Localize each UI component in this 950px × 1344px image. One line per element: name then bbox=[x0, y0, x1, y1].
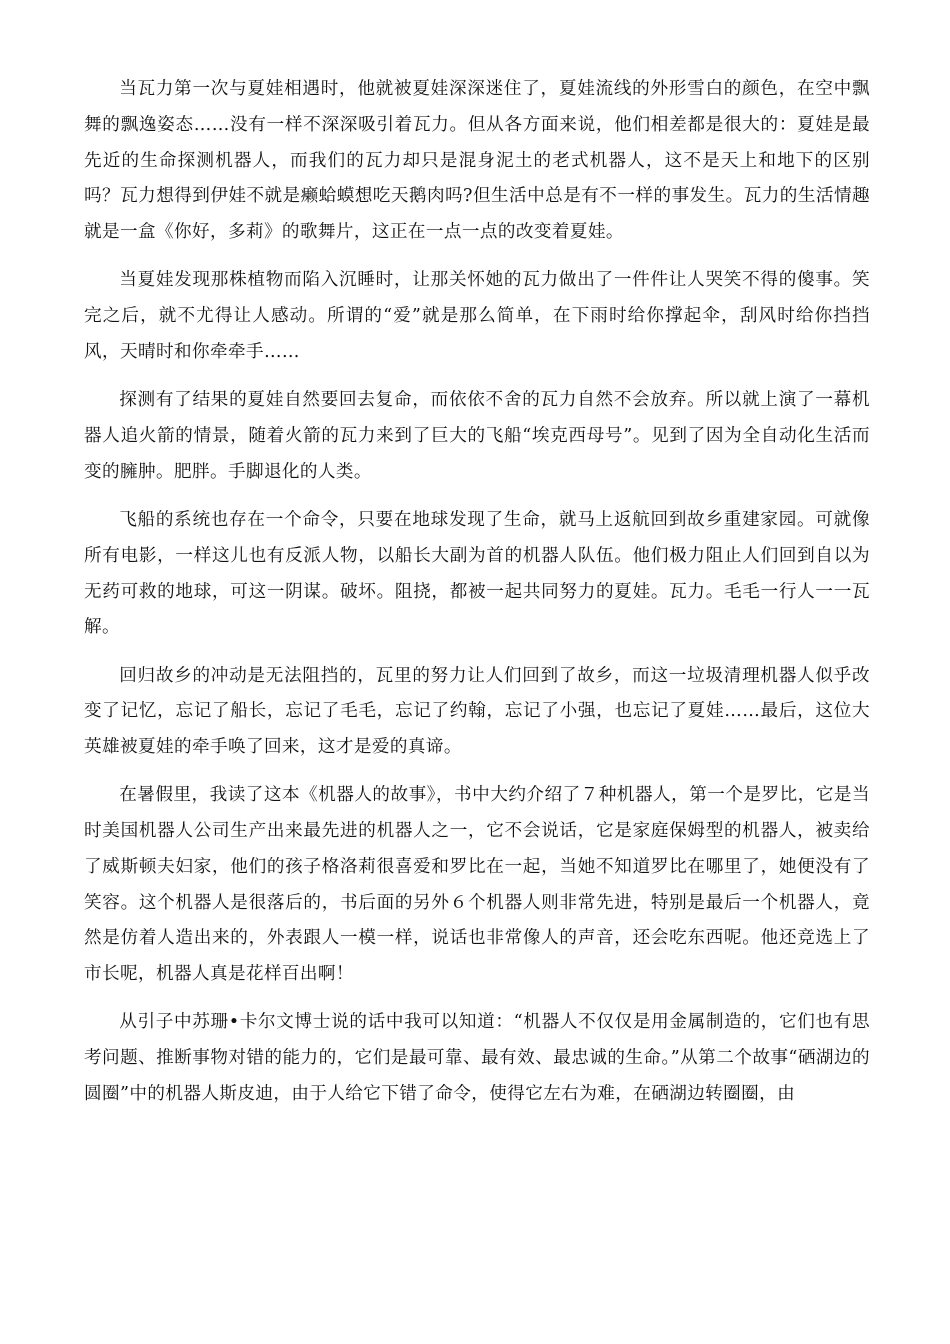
paragraph-7: 从引子中苏珊•卡尔文博士说的话中我可以知道：“机器人不仅仅是用金属制造的，它们也有思考问题、推断事物对错的能力的，它们是最可靠、最有效、最忠诚的生命。”从第二个故事“硒湖边的圆圈”中的机器人斯皮迪，由于人给它下错了命令，使得它左右为难，在硒湖边转圈圈，由 bbox=[84, 1012, 870, 1105]
paragraph-1: 当瓦力第一次与夏娃相遇时，他就被夏娃深深迷住了，夏娃流线的外形雪白的颜色，在空中飘舞的飘逸姿态……没有一样不深深吸引着瓦力。但从各方面来说，他们相差都是很大的：夏娃是最先近的生命探测机器人，而我们的瓦力却只是混身泥土的老式机器人，这不是天上和地下的区别吗？瓦力想得到伊娃不就是癞蛤蟆想吃天鹅肉吗?但生活中总是有不一样的事发生。瓦力的生活情趣就是一盒《你好，多莉》的歌舞片，这正在一点一点的改变着夏娃。 bbox=[84, 79, 870, 243]
paragraph-3: 探测有了结果的夏娃自然要回去复命，而依依不舍的瓦力自然不会放弃。所以就上演了一幕机器人追火箭的情景，随着火箭的瓦力来到了巨大的飞船“埃克西母号”。见到了因为全自动化生活而变的臃肿。肥胖。手脚退化的人类。 bbox=[84, 390, 870, 482]
document-body bbox=[84, 72, 870, 1125]
paragraph-4: 飞船的系统也存在一个命令，只要在地球发现了生命，就马上返航回到故乡重建家园。可就像所有电影，一样这儿也有反派人物，以船长大副为首的机器人队伍。他们极力阻止人们回到自以为无药可救的地球，可这一阴谋。破坏。阻挠，都被一起共同努力的夏娃。瓦力。毛毛一行人一一瓦解。 bbox=[84, 509, 870, 638]
paragraph-5: 回归故乡的冲动是无法阻挡的，瓦里的努力让人们回到了故乡，而这一垃圾清理机器人似乎改变了记忆，忘记了船长，忘记了毛毛，忘记了约翰，忘记了小强，也忘记了夏娃……最后，这位大英雄被夏娃的牵手唤了回来，这才是爱的真谛。 bbox=[84, 665, 870, 758]
paragraph-2: 当夏娃发现那株植物而陷入沉睡时，让那关怀她的瓦力做出了一件件让人哭笑不得的傻事。笑完之后，就不尤得让人感动。所谓的“爱”就是那么简单，在下雨时给你撑起伞，刮风时给你挡挡风，天晴时和你牵牵手…… bbox=[84, 270, 870, 362]
paragraph-6: 在暑假里，我读了这本《机器人的故事》，书中大约介绍了７种机器人，第一个是罗比，它是当时美国机器人公司生产出来最先进的机器人之一，它不会说话，它是家庭保姆型的机器人，被卖给了威斯顿夫妇家，他们的孩子格洛莉很喜爱和罗比在一起，当她不知道罗比在哪里了，她便没有了笑容。这个机器人是很落后的，书后面的另外６个机器人则非常先进，特别是最后一个机器人，竟然是仿着人造出来的，外表跟人一模一样，说话也非常像人的声音，还会吃东西呢。他还竞选上了市长呢，机器人真是花样百出啊！ bbox=[84, 785, 870, 985]
